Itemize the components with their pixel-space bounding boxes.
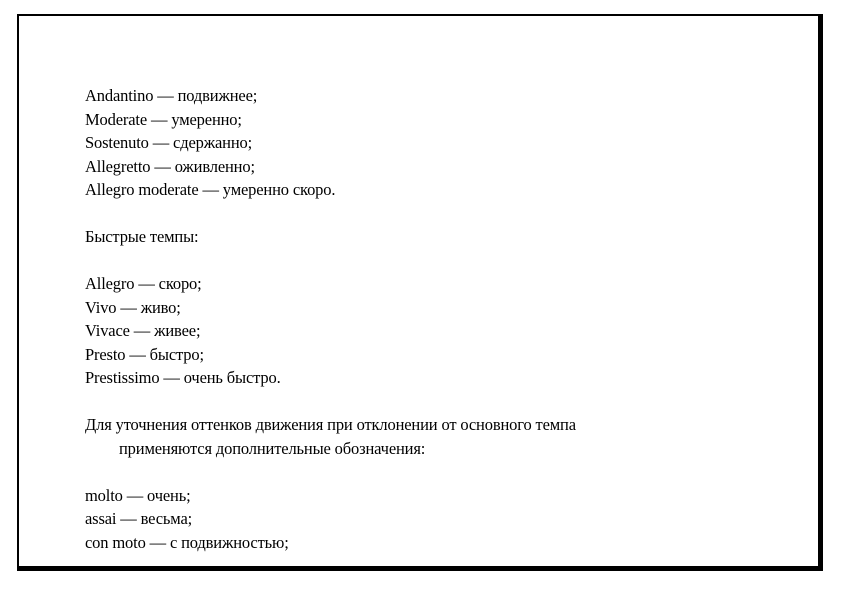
tempo-term-sostenuto: Sostenuto — сдержанно;	[85, 133, 253, 152]
paragraph-line-2: применяются дополнительные обозначения:	[119, 438, 426, 458]
modifier-term-molto: molto — очень;	[85, 485, 191, 505]
paragraph-line-1: Для уточнения оттенков движения при отклонении от основного темпа	[85, 415, 576, 434]
tempo-term-allegro: Allegro — скоро;	[85, 274, 202, 293]
tempo-term-prestissimo: Prestissimo — очень быстро.	[85, 368, 281, 387]
spacer	[85, 249, 785, 273]
fast-tempi-heading: Быстрые темпы:	[85, 227, 199, 246]
modifier-term-con-moto: con moto — с подвижностью;	[85, 532, 289, 552]
tempo-term-moderate: Moderate — умеренно;	[85, 109, 242, 129]
tempo-term-presto: Presto — быстро;	[85, 344, 204, 364]
tempo-term-allegro-moderate: Allegro moderate — умеренно скоро.	[85, 180, 336, 199]
tempo-term-vivace: Vivace — живее;	[85, 321, 201, 340]
tempo-term-vivo: Vivo — живо;	[85, 297, 181, 317]
tempo-term-allegretto: Allegretto — оживленно;	[85, 156, 255, 176]
spacer	[85, 390, 785, 414]
spacer	[85, 202, 785, 226]
modifier-term-assai: assai — весьма;	[85, 509, 193, 528]
tempo-term-andantino: Andantino — подвижнее;	[85, 86, 258, 105]
document-body	[85, 84, 785, 554]
spacer	[85, 460, 785, 484]
